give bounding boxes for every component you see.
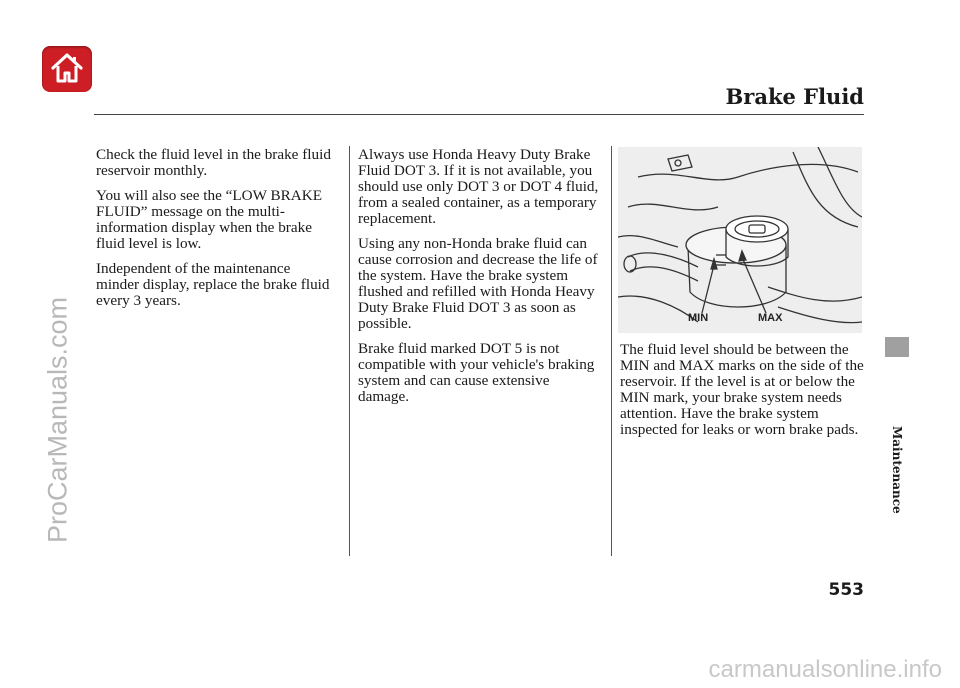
max-label: MAX [758, 312, 783, 324]
paragraph: Check the fluid level in the brake fluid reservoir monthly. [96, 146, 331, 179]
paragraph: Using any non-Honda brake fluid can cause corrosion and decrease the life of the system. Have the brake system flushed and refilled with Honda Heavy Duty Brake Fluid DOT 3 as soon as possible. [358, 235, 598, 332]
min-label: MIN [688, 312, 709, 324]
side-section-label: Maintenance [890, 426, 904, 514]
home-button[interactable] [42, 46, 92, 92]
right-column [620, 342, 864, 447]
home-icon [49, 51, 85, 85]
brake-reservoir-illustration [618, 147, 862, 333]
section-tab-marker [885, 337, 909, 357]
page-number: 553 [828, 580, 864, 600]
watermark-left: ProCarManuals.com [42, 296, 73, 544]
column-divider [349, 146, 350, 556]
middle-column [358, 147, 604, 414]
paragraph: Brake fluid marked DOT 5 is not compatible with your vehicle's braking system and can cause extensive damage. [358, 340, 595, 405]
header-divider [94, 114, 864, 115]
paragraph: Always use Honda Heavy Duty Brake Fluid DOT 3. If it is not available, you should use only DOT 3 or DOT 4 fluid, from a sealed container, as a temporary replacement. [358, 146, 599, 227]
column-divider [611, 146, 612, 556]
paragraph: Independent of the maintenance minder display, replace the brake fluid every 3 years. [96, 260, 330, 309]
section-title: Brake Fluid [725, 84, 864, 109]
left-column [96, 147, 336, 318]
watermark-bottom: carmanualsonline.info [708, 656, 942, 683]
paragraph: You will also see the “LOW BRAKE FLUID” message on the multi-information display when the brake fluid level is low. [96, 187, 322, 252]
reservoir-drawing [618, 147, 862, 333]
paragraph: The fluid level should be between the MIN and MAX marks on the side of the reservoir. If the level is at or below the MIN mark, your brake system needs attention. Have the brake system inspected for leaks or worn brake pads. [620, 341, 864, 438]
